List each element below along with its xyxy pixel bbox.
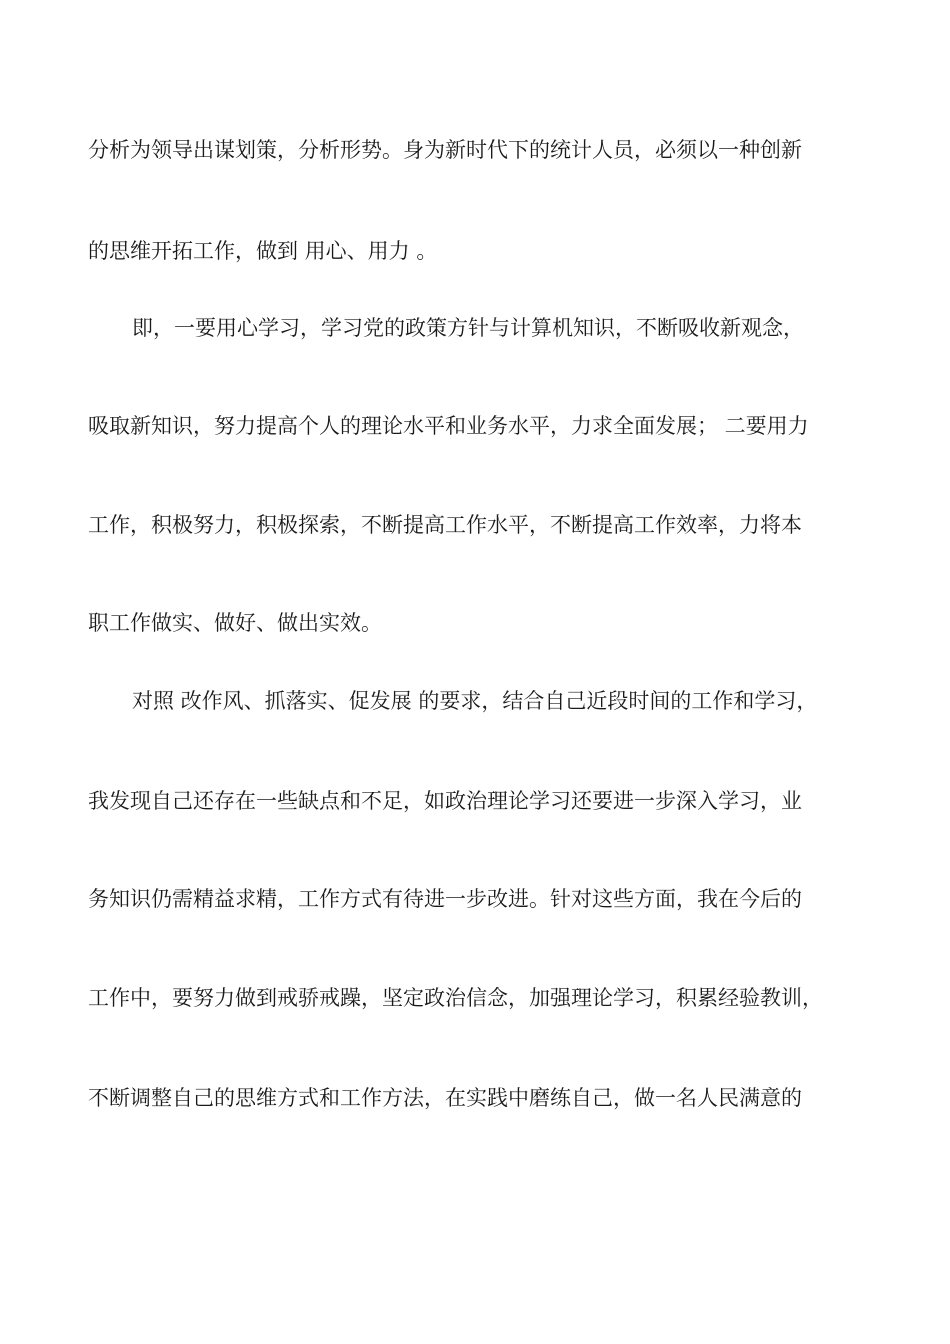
text-line: 的思维开拓工作，做到 用心、用力 。 [88,239,438,263]
text-line: 不断调整自己的思维方式和工作方法，在实践中磨练自己，做一名人民满意的 [88,1086,802,1110]
text-line: 工作中，要努力做到戒骄戒躁，坚定政治信念，加强理论学习，积累经验教训， [88,986,823,1010]
text-line: 工作，积极努力，积极探索，不断提高工作水平，不断提高工作效率，力将本 [88,513,802,537]
text-line: 务知识仍需精益求精，工作方式有待进一步改进。针对这些方面，我在今后的 [88,887,802,911]
text-line: 吸取新知识，努力提高个人的理论水平和业务水平，力求全面发展； 二要用力 [88,414,809,438]
text-line: 职工作做实、做好、做出实效。 [88,611,382,635]
paragraph-start-line: 对照 改作风、抓落实、促发展 的要求，结合自己近段时间的工作和学习， [132,689,818,713]
text-line: 我发现自己还存在一些缺点和不足，如政治理论学习还要进一步深入学习，业 [88,789,802,813]
paragraph-start-line: 即，一要用心学习，学习党的政策方针与计算机知识，不断吸收新观念， [132,316,804,340]
text-line: 分析为领导出谋划策，分析形势。身为新时代下的统计人员，必须以一种创新 [88,138,802,162]
